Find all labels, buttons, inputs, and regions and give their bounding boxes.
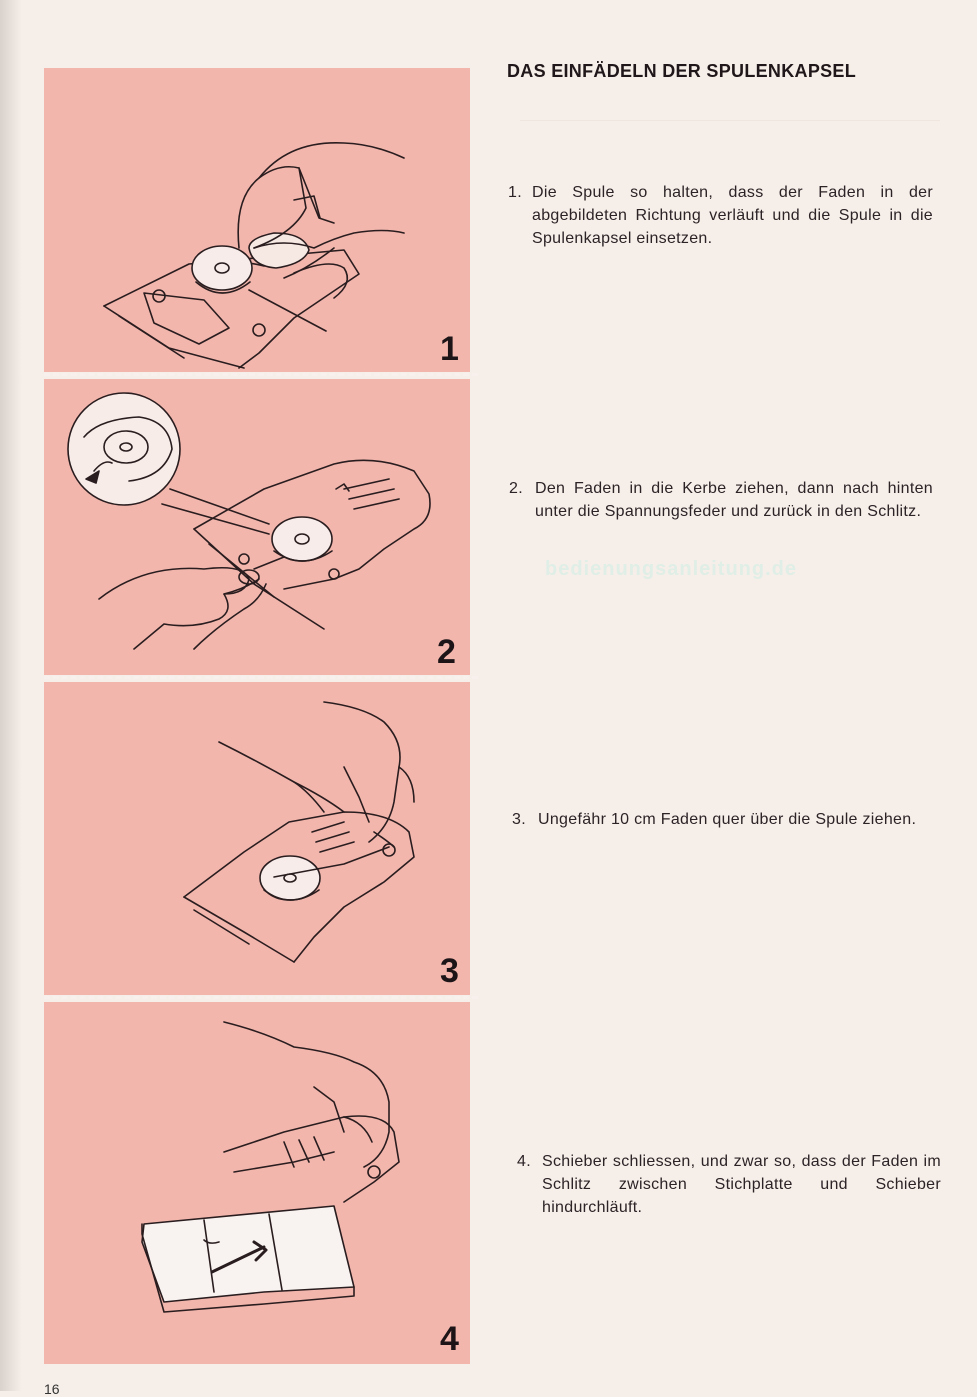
step-number-3: 3	[440, 952, 459, 990]
instruction-step-3	[512, 808, 937, 831]
step-text-3: Ungefähr 10 cm Faden quer über die Spule ziehen.	[538, 811, 917, 828]
slide-plate-drawing	[44, 1002, 470, 1364]
instruction-step-2	[509, 477, 933, 523]
panel-divider	[44, 996, 478, 999]
section-title: DAS EINFÄDELN DER SPULENKAPSEL	[507, 61, 857, 81]
instruction-step-1	[508, 181, 933, 250]
show-through-ghost-text	[520, 120, 940, 131]
illustration-panel-2	[44, 379, 470, 675]
step-marker-3: 3.	[512, 811, 526, 828]
watermark: bedienungsanleitung.de	[545, 558, 798, 580]
bobbin-insertion-drawing	[44, 68, 470, 372]
panel-divider	[44, 676, 478, 679]
illustration-panel-4	[44, 1002, 470, 1364]
step-marker-4: 4.	[517, 1153, 531, 1170]
illustration-panel-1	[44, 68, 470, 372]
step-text-1: Die Spule so halten, dass der Faden in der abgebildeten Richtung verläuft und die Spule in die Spulenkapsel einsetzen.	[532, 184, 933, 247]
step-text-2: Den Faden in die Kerbe ziehen, dann nach hinten unter die Spannungsfeder und zurück in den Schlitz.	[535, 480, 933, 520]
panel-divider	[44, 373, 478, 376]
thread-tension-drawing	[44, 379, 470, 675]
instruction-step-4	[517, 1150, 941, 1219]
page-binding-shade	[0, 0, 22, 1391]
step-text-4: Schieber schliessen, und zwar so, dass der Faden im Schlitz zwischen Stichplatte und Schieber hindurchläuft.	[542, 1153, 941, 1216]
page-number: 16	[44, 1381, 60, 1397]
step-number-4: 4	[440, 1320, 459, 1358]
step-marker-2: 2.	[509, 480, 523, 497]
step-marker-1: 1.	[508, 184, 522, 201]
step-number-2: 2	[437, 633, 456, 671]
illustration-panel-3	[44, 682, 470, 995]
thread-pull-drawing	[44, 682, 470, 995]
step-number-1: 1	[440, 330, 459, 368]
